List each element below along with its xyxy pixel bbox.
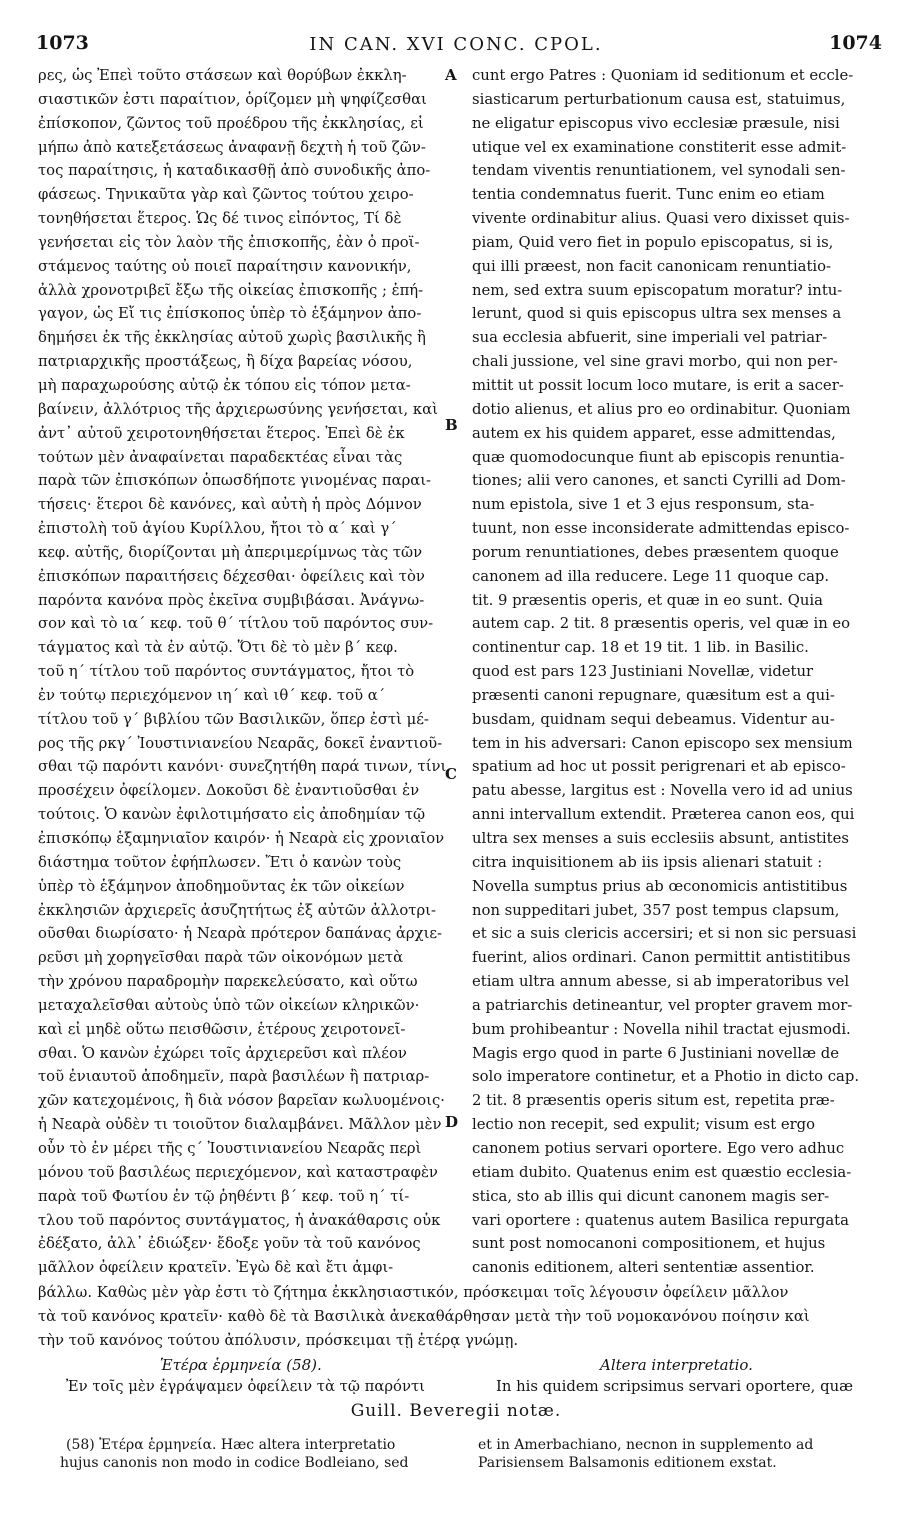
latin-line: etiam dubito. Quatenus enim est quæstio ecclesia- <box>472 1163 852 1181</box>
page-number-left: 1073 <box>36 32 89 54</box>
greek-line: παρὰ τῶν ἐπισκόπων ὁπωσδήποτε γινομένας παραι- <box>38 472 432 490</box>
latin-line: anni intervallum extendit. Præterea canon eos, qui <box>472 806 855 824</box>
greek-line: παρὰ τοῦ Φωτίου ἐν τῷ ῥηθέντι β´ κεφ. τοῦ η´ τί- <box>38 1187 410 1205</box>
greek-line: χῶν κατεχομένοις, ἢ διὰ νόσον βαρεῖαν κωλυομένοις· <box>38 1092 445 1110</box>
latin-line: canonem ad illa reducere. Lege 11 quoque cap. <box>472 567 830 585</box>
greek-line: σθαι. Ὁ κανὼν ἐχώρει τοῖς ἀρχιερεῦσι καὶ πλέον <box>38 1044 407 1062</box>
greek-full-line: τὴν τοῦ κανόνος τούτου ἀπόλυσιν, πρόσκειμαι τῇ ἑτέρᾳ γνώμῃ. <box>38 1331 519 1349</box>
latin-line: tentia condemnatus fuerit. Tunc enim eo etiam <box>472 186 825 204</box>
greek-line: ἡ Νεαρὰ οὐδὲν τι τοιοῦτον διαλαμβάνει. Μᾶλλον μὲν <box>38 1116 442 1134</box>
greek-line: ἐδέξατο, ἀλλ᾽ ἐδιώξεν· ἔδοξε γοῦν τὰ τοῦ κανόνος <box>38 1235 421 1253</box>
greek-line: οὖν τὸ ἐν μέρει τῆς ς´ Ἰουστινιανείου Νεαρᾶς περὶ <box>38 1139 422 1157</box>
latin-line: canonis editionem, alteri sententiæ assentior. <box>472 1259 815 1277</box>
latin-line: a patriarchis detineantur, vel propter gravem mor- <box>472 996 853 1014</box>
latin-column <box>472 64 882 1280</box>
greek-line: προσέχειν ὀφείλομεν. Δοκοῦσι δὲ ἐναντιοῦσθαι ἐν <box>38 782 420 800</box>
latin-line: porum renuntiationes, debes præsentem quoque <box>472 543 839 561</box>
margin-marker-b: B <box>445 416 458 434</box>
greek-line: τάγματος καὶ τὰ ἐν αὐτῷ. Ὅτι δὲ τὸ μὲν β´ κεφ. <box>38 639 398 657</box>
greek-line: τὴν χρόνου παραδρομὴν παρεκελεύσατο, καὶ οὕτω <box>38 973 418 991</box>
greek-line: γαγον, ὡς Εἴ τις ἐπίσκοπος ὑπὲρ τὸ ἑξάμηνον ἀπο- <box>38 305 422 323</box>
latin-line: tem in his adversari: Canon episcopo sex mensium <box>472 734 853 752</box>
greek-line: ρεῦσι μὴ χορηγεῖσθαι παρὰ τῶν οἰκονόμων μετὰ <box>38 949 404 967</box>
latin-line: num epistola, sive 1 et 3 ejus responsum, sta- <box>472 496 815 514</box>
latin-line: siasticarum perturbationum causa est, statuimus, <box>472 90 846 108</box>
greek-line: τούτοις. Ὁ κανὼν ἐφιλοτιμήσατο εἰς ἀποδημίαν τῷ <box>38 806 426 824</box>
latin-line: tuunt, non esse inconsiderate admittendas episco- <box>472 520 850 538</box>
note-left-line: (58) Ἑτέρα ἑρμηνεία. Hæc altera interpretatio <box>66 1437 396 1453</box>
latin-line: citra inquisitionem ab iis ipsis alienari statuit : <box>472 853 823 871</box>
greek-line: τοῦ η´ τίτλου τοῦ παρόντος συντάγματος, ἤτοι τὸ <box>38 663 415 681</box>
latin-line: cunt ergo Patres : Quoniam id seditionum et eccle- <box>472 67 854 84</box>
latin-line: bum prohibeantur : Novella nihil tractat ejusmodi. <box>472 1020 851 1038</box>
latin-line: solo imperatore continetur, et a Photio in dicto cap. <box>472 1068 860 1086</box>
latin-line: præsenti canoni repugnare, quæsitum est a qui- <box>472 686 835 704</box>
latin-line: et sic a suis clericis accersiri; et si non sic persuasi <box>472 925 857 943</box>
greek-line: μόνου τοῦ βασιλέως περιεχόμενον, καὶ καταστραφὲν <box>38 1163 438 1181</box>
latin-line: ultra sex menses a suis ecclesiis absunt, antistites <box>472 830 849 847</box>
latin-line: busdam, quidnam sequi debeamus. Videntur au- <box>472 710 835 728</box>
greek-line: ἐπισκόπων παραιτήσεις δέχεσθαι· ὀφείλεις καὶ τὸν <box>38 567 425 585</box>
greek-line: ἐπίσκοπον, ζῶντος τοῦ προέδρου τῆς ἐκκλησίας, εἰ <box>38 114 424 132</box>
latin-line: autem ex his quidem apparet, esse admittendas, <box>472 424 836 442</box>
greek-line: διάστημα τοῦτον ἐφήπλωσεν. Ἔτι ὁ κανὼν τοὺς <box>38 853 402 871</box>
greek-line: μᾶλλον ὀφείλειν κρατεῖν. Ἐγὼ δὲ καὶ ἔτι ἀμφι- <box>38 1259 394 1277</box>
note-left-line: hujus canonis non modo in codice Bodleiano, sed <box>60 1455 409 1471</box>
greek-line: σθαι τῷ παρόντι κανόνι· συνεζητήθη παρά τινων, τίνι <box>38 758 447 776</box>
page-header <box>0 0 912 56</box>
greek-line: φάσεως. Τηνικαῦτα γὰρ καὶ ζῶντος τούτου χειρο- <box>38 186 414 204</box>
running-title: IN CAN. XVI CONC. CPOL. <box>309 34 603 55</box>
greek-line: ἐν τούτῳ περιεχόμενον ιη´ καὶ ιθ´ κεφ. τοῦ α´ <box>38 686 386 704</box>
greek-full-line: βάλλω. Καθὼς μὲν γὰρ ἐστι τὸ ζήτημα ἐκκλησιαστικόν, πρόσκειμαι τοῖς λέγουσιν ὀφείλειν μᾶλλον <box>38 1284 789 1301</box>
latin-line: tendam viventis renuntiationem, vel synodali sen- <box>472 162 846 180</box>
latin-line: canonem potius servari oportere. Ego vero adhuc <box>472 1139 845 1157</box>
greek-line: παρόντα κανόνα πρὸς ἐκεῖνα συμβιβάσαι. Ἀνάγνω- <box>38 591 425 609</box>
greek-line: τούτων μὲν ἀναφαίνεται παραδεκτέας εἶναι τὰς <box>38 448 403 466</box>
margin-marker-a: A <box>445 66 457 84</box>
latin-line: vivente ordinabitur alius. Quasi vero dixisset quis- <box>472 210 850 228</box>
greek-line: κεφ. αὐτῆς, διορίζονται μὴ ἀπεριμερίμνως τὰς τῶν <box>38 543 423 561</box>
greek-line: μεταχαλεῖσθαι αὐτοὺς ὑπὸ τῶν οἰκείων κληρικῶν· <box>38 996 420 1014</box>
greek-column <box>38 64 450 1280</box>
latin-line: fuerint, alios ordinari. Canon permittit antistitibus <box>472 949 851 967</box>
greek-line: γενήσεται εἰς τὸν λαὸν τῆς ἐπισκοπῆς, ἐὰν ὁ προϊ- <box>38 233 420 251</box>
latin-line: lerunt, quod si quis episcopus ultra sex menses a <box>472 305 842 323</box>
latin-line: 2 tit. 8 præsentis operis situm est, repetita præ- <box>472 1092 835 1110</box>
greek-line: τλου τοῦ παρόντος συντάγματος, ἡ ἀνακάθαρσις οὐκ <box>38 1211 441 1229</box>
latin-line: sunt post nomocanoni compositionem, et hujus <box>472 1235 826 1253</box>
greek-line: τίτλου τοῦ γ´ βιβλίου τῶν Βασιλικῶν, ὅπερ ἐστὶ μέ- <box>38 710 429 728</box>
margin-marker-d: D <box>445 1113 459 1131</box>
greek-line: ἀντ᾽ αὐτοῦ χειροτονηθήσεται ἕτερος. Ἐπεὶ δὲ ἐκ <box>38 424 405 442</box>
latin-line: autem cap. 2 tit. 8 præsentis operis, vel quæ in eo <box>472 615 851 633</box>
latin-line: mittit ut possit locum loco mutare, is erit a sacer- <box>472 376 844 394</box>
margin-marker-c: C <box>445 765 457 783</box>
note-right-line: et in Amerbachiano, necnon in supplemento ad <box>478 1437 814 1453</box>
greek-line: καὶ εἰ μηδὲ οὕτω πεισθῶσιν, ἑτέρους χειροτονεῖ- <box>38 1020 406 1038</box>
greek-line: σιαστικῶν ἐστι παραίτιον, ὁρίζομεν μὴ ψηφίζεσθαι <box>38 90 427 108</box>
greek-line: ἐπισκόπῳ ἑξαμηνιαῖον καιρόν· ἡ Νεαρὰ εἰς χρονιαῖον <box>38 830 445 847</box>
latin-line: etiam ultra annum abesse, si ab imperatoribus vel <box>472 973 850 991</box>
greek-line: βαίνειν, ἀλλότριος τῆς ἀρχιερωσύνης γενήσεται, καὶ <box>38 400 438 418</box>
greek-line: πατριαρχικῆς προστάξεως, ἢ δίχα βαρείας νόσου, <box>38 353 413 371</box>
greek-line: τοῦ ἐνιαυτοῦ ἀποδημεῖν, παρὰ βασιλέων ἢ πατριαρ- <box>38 1068 430 1086</box>
notes-title: Guill. Beveregii notæ. <box>350 1401 562 1421</box>
greek-line: ρες, ὡς Ἐπεὶ τοῦτο στάσεων καὶ θορύβων ἐκκλη- <box>38 67 407 84</box>
latin-line: chali jussione, vel sine gravi morbo, qui non per- <box>472 353 838 371</box>
latin-line: utique vel ex examinatione constiterit esse admit- <box>472 138 847 156</box>
latin-line: continentur cap. 18 et 19 tit. 1 lib. in Basilic. <box>472 639 809 657</box>
latin-line: nem, sed extra suum episcopatum moratur? intu- <box>472 281 843 299</box>
greek-line: μὴ παραχωρούσης αὐτῷ ἐκ τόπου εἰς τόπον μετα- <box>38 376 411 394</box>
latin-line: dotio alienus, et alius pro eo ordinabitur. Quoniam <box>472 400 851 418</box>
latin-line: lectio non recepit, sed expulit; visum est ergo <box>472 1116 816 1134</box>
latin-subheading: Altera interpretatio. <box>600 1356 753 1374</box>
greek-full-line: τὰ τοῦ κανόνος κρατεῖν· καθὸ δὲ τὰ Βασιλικὰ ἀνεκαθάρθησαν μετὰ τὴν τοῦ νομοκανόνου ποίησιν καὶ <box>38 1307 810 1325</box>
greek-line: τος παραίτησις, ἡ καταδικασθῇ ἀπὸ συνοδικῆς ἀπο- <box>38 162 431 180</box>
greek-line: σον καὶ τὸ ια´ κεφ. τοῦ θ´ τίτλου τοῦ παρόντος συν- <box>38 615 434 633</box>
greek-full-width-text <box>38 1281 882 1353</box>
page-number-right: 1074 <box>829 32 882 54</box>
latin-line: tiones; alii vero canones, et sancti Cyrilli ad Dom- <box>472 472 846 490</box>
latin-line: spatium ad hoc ut possit perigrenari et ab episco- <box>472 758 846 776</box>
greek-line: οῦσθαι διωρίσατο· ἡ Νεαρὰ πρότερον δαπάνας ἀρχιε- <box>38 925 443 943</box>
latin-line: piam, Quid vero fiet in populo episcopatus, si is, <box>472 233 834 251</box>
greek-line: ἐκκλησιῶν ἀρχιερεῖς ἀσυζητήτως ἐξ αὐτῶν ἀλλοτρι- <box>38 901 436 919</box>
greek-line: τήσεις· ἕτεροι δὲ κανόνες, καὶ αὐτὴ ἡ πρὸς Δόμνον <box>38 496 422 514</box>
greek-line: μήπω ἀπὸ κατεξετάσεως ἀναφανῇ δεχτὴ ἡ τοῦ ζῶν- <box>38 138 426 156</box>
greek-final-line: Ἐν τοῖς μὲν ἐγράψαμεν ὀφείλειν τὰ τῷ παρόντι <box>66 1378 425 1395</box>
latin-line: stica, sto ab illis qui dicunt canonem magis ser- <box>472 1187 830 1205</box>
latin-line: quod est pars 123 Justiniani Novellæ, videtur <box>472 663 814 681</box>
note-right-line: Parisiensem Balsamonis editionem exstat. <box>478 1455 777 1471</box>
latin-line: quæ quomodocunque fiunt ab episcopis renuntia- <box>472 448 845 466</box>
latin-line: patu abesse, largitus est : Novella vero id ad unius <box>472 782 853 800</box>
latin-line: Novella sumptus prius ab œconomicis antistitibus <box>472 877 848 895</box>
greek-line: δημήσει ἐκ τῆς ἐκκλησίας αὐτοῦ χωρὶς βασιλικῆς ἢ <box>38 329 426 347</box>
latin-line: sua ecclesia abfuerit, sine imperiali vel patriar- <box>472 329 828 347</box>
latin-line: tit. 9 præsentis operis, et quæ in eo sunt. Quia <box>472 591 823 609</box>
greek-line: στάμενος ταύτης οὐ ποιεῖ παραίτησιν κανονικήν, <box>38 257 412 275</box>
latin-line: vari oportere : quatenus autem Basilica repurgata <box>472 1211 849 1229</box>
latin-line: Magis ergo quod in parte 6 Justiniani novellæ de <box>472 1044 839 1062</box>
latin-line: qui illi præest, non facit canonicam renuntiatio- <box>472 257 832 275</box>
greek-line: ἐπιστολὴ τοῦ ἁγίου Κυρίλλου, ἤτοι τὸ α´ καὶ γ´ <box>38 520 397 538</box>
greek-line: ρος τῆς ρκγ´ Ἰουστινιανείου Νεαρᾶς, δοκεῖ ἐναντιοῦ- <box>38 734 443 752</box>
latin-line: ne eligatur episcopus vivo ecclesiæ præsule, nisi <box>472 114 840 132</box>
latin-line: non suppeditari jubet, 357 post tempus clapsum, <box>472 901 840 919</box>
latin-final-line: In his quidem scripsimus servari oportere, quæ <box>496 1378 854 1395</box>
greek-subheading: Ἑτέρα ἑρμηνεία (58). <box>160 1356 322 1374</box>
greek-line: ἀλλὰ χρονοτριβεῖ ἔξω τῆς οἰκείας ἐπισκοπῆς ; ἐπή- <box>38 281 424 299</box>
greek-line: τονηθήσεται ἕτερος. Ὡς δέ τινος εἰπόντος, Τί δὲ <box>38 210 402 228</box>
greek-line: ὑπὲρ τὸ ἑξάμηνον ἀποδημοῦντας ἐκ τῶν οἰκείων <box>38 877 405 895</box>
